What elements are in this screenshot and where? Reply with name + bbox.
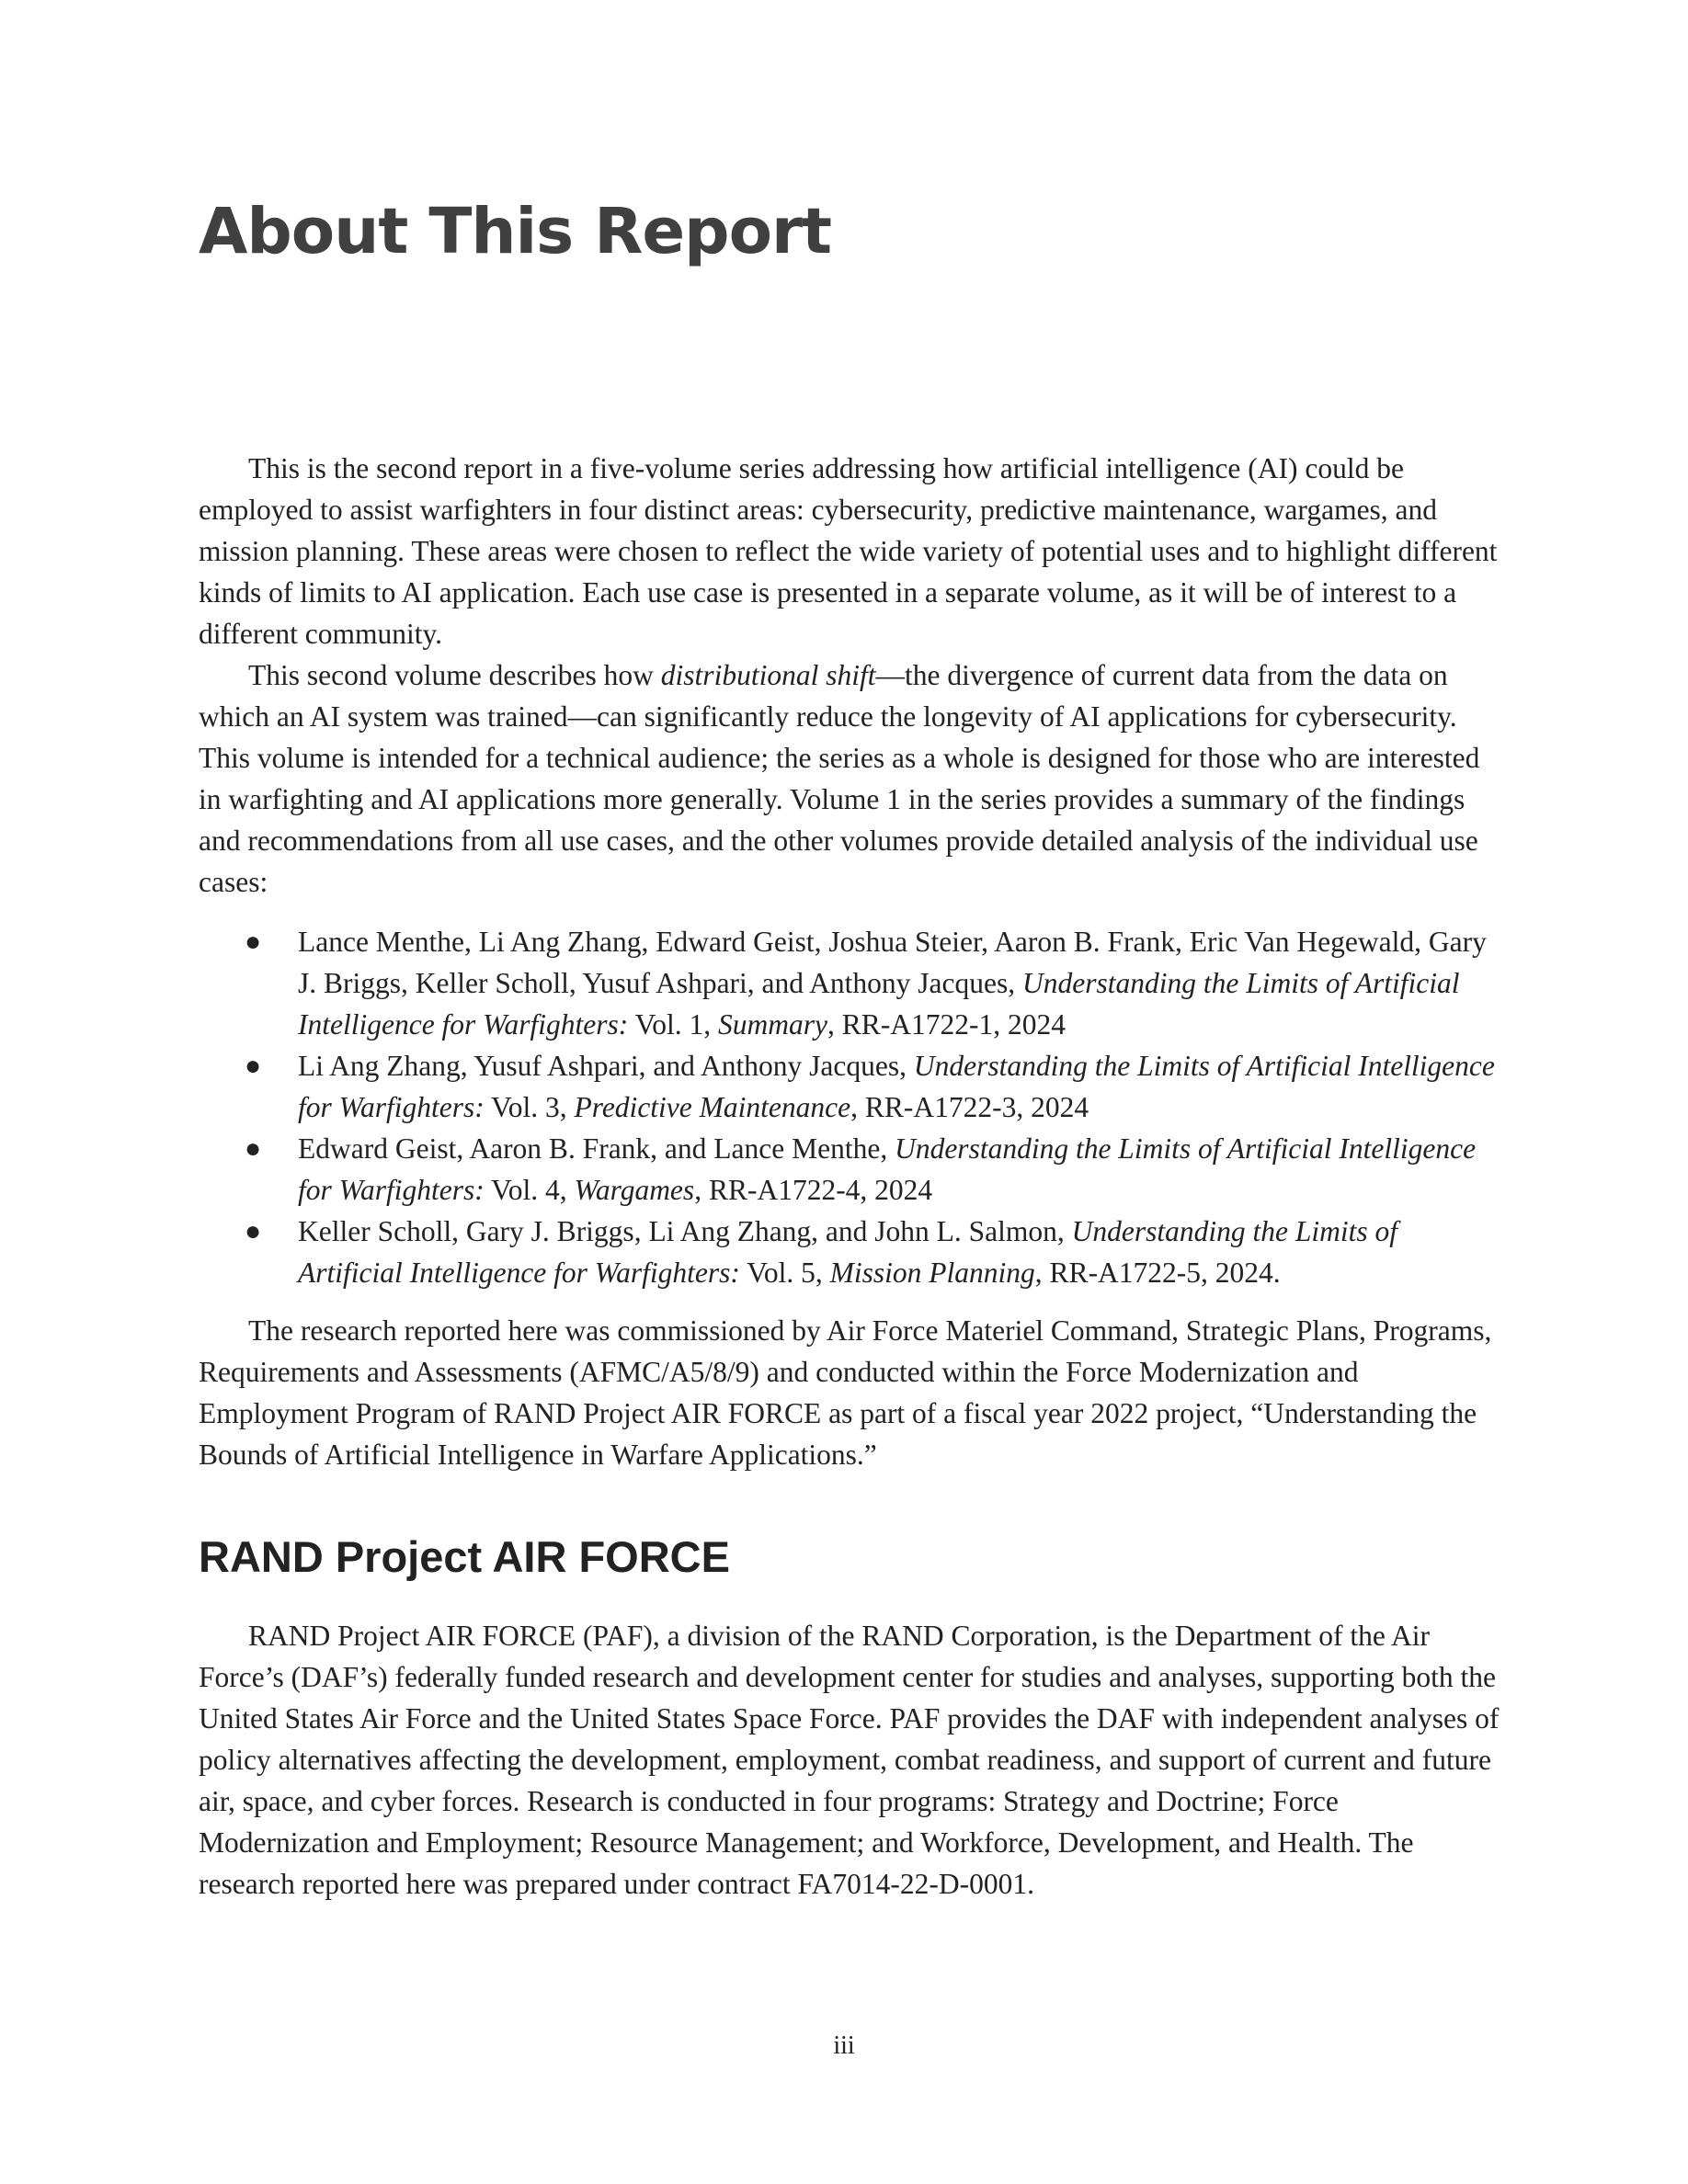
section-heading-paf: RAND Project AIR FORCE [199, 1532, 730, 1581]
reference-report-number: , RR-A1722-4, 2024 [694, 1174, 933, 1206]
reference-series-title: Understanding the Limits of Artificial Intelligence for Warfighters: [298, 1132, 1477, 1206]
reference-series-title: Understanding the Limits of Artificial Intelligence for Warfighters: [298, 967, 1460, 1041]
reference-volume-title: Mission Planning [829, 1257, 1035, 1289]
distributional-shift-term: distributional shift [660, 659, 876, 691]
reference-volume-title: Summary [718, 1008, 828, 1041]
reference-authors: Edward Geist, Aaron B. Frank, and Lance Menthe, [298, 1132, 895, 1165]
intro-p2-rest: —the divergence of current data from the data on which an AI system was trained—can significantly reduce the longevity of AI applications for cybersecurity. This volume is intended for a technical audience; the series as a whole is designed for those who are interested in warfighting and AI applications more generally. Volume 1 in the series provides a summary of the findings and recommendations from all use cases, and the other volumes provide detailed analysis of the individual use cases: [199, 659, 1480, 898]
bullet-icon: ● [245, 1216, 262, 1246]
reference-report-number: , RR-A1722-3, 2024 [850, 1091, 1089, 1123]
reference-item-vol4 [199, 1128, 1504, 1211]
reference-volume: Vol. 5, [739, 1257, 830, 1289]
reference-volume-title: Predictive Maintenance [574, 1091, 851, 1123]
commission-paragraph: The research reported here was commissioned by Air Force Materiel Command, Strategic Plans, Programs, Requirements and Assessments (AFMC/A5/8/9) and conducted within the Force Modernization and Employment Program of RAND Project AIR FORCE as part of a fiscal year 2022 project, “Understanding the Bounds of Artificial Intelligence in Warfare Applications.” [199, 1314, 1492, 1471]
reference-authors: Li Ang Zhang, Yusuf Ashpari, and Anthony Jacques, [298, 1050, 914, 1082]
page-title: About This Report [199, 195, 831, 268]
reference-volume: Vol. 1, [628, 1008, 719, 1041]
intro-section [199, 448, 1504, 1475]
reference-report-number: , RR-A1722-5, 2024. [1034, 1257, 1281, 1289]
reference-authors: Lance Menthe, Li Ang Zhang, Edward Geist, Joshua Steier, Aaron B. Frank, Eric Van Hegewald, Gary J. Briggs, Keller Scholl, Yusuf Ashpari, and Anthony Jacques, [298, 926, 1487, 999]
reference-item-vol1 [199, 921, 1504, 1045]
reference-volume-title: Wargames [574, 1174, 695, 1206]
reference-series-title: Understanding the Limits of Artificial Intelligence for Warfighters: [298, 1050, 1495, 1123]
paf-paragraph: RAND Project AIR FORCE (PAF), a division of the RAND Corporation, is the Department of the Air Force’s (DAF’s) federally funded research and development center for studies and analyses, supporting both the United States Air Force and the United States Space Force. PAF provides the DAF with independent analyses of policy alternatives affecting the development, employment, combat readiness, and support of current and future air, space, and cyber forces. Research is conducted in four programs: Strategy and Doctrine; Force Modernization and Employment; Resource Management; and Workforce, Development, and Health. The research reported here was prepared under contract FA7014-22-D-0001. [199, 1620, 1500, 1900]
reference-volume: Vol. 3, [484, 1091, 575, 1123]
reference-item-vol5 [199, 1211, 1504, 1293]
volume-reference-list [199, 921, 1504, 1293]
intro-p2-start: This second volume describes how [248, 659, 661, 691]
reference-series-title: Understanding the Limits of Artificial Intelligence for Warfighters: [298, 1215, 1398, 1289]
reference-item-vol3 [199, 1045, 1504, 1128]
reference-authors: Keller Scholl, Gary J. Briggs, Li Ang Zhang, and John L. Salmon, [298, 1215, 1072, 1247]
intro-paragraph-2 [199, 654, 1504, 903]
reference-volume: Vol. 4, [484, 1174, 575, 1206]
intro-paragraph-1: This is the second report in a five-volume series addressing how artificial intelligence (AI) could be employed to assist warfighters in four distinct areas: cybersecurity, predictive maintenance, wargames, and mission planning. These areas were chosen to reflect the wide variety of potential uses and to highlight different kinds of limits to AI application. Each use case is presented in a separate volume, as it will be of interest to a different community. [199, 452, 1498, 650]
reference-report-number: , RR-A1722-1, 2024 [827, 1008, 1066, 1041]
paf-section [199, 1615, 1504, 1905]
bullet-icon: ● [245, 927, 262, 957]
page-number: iii [833, 2031, 855, 2060]
bullet-icon: ● [245, 1051, 262, 1081]
bullet-icon: ● [245, 1133, 262, 1164]
